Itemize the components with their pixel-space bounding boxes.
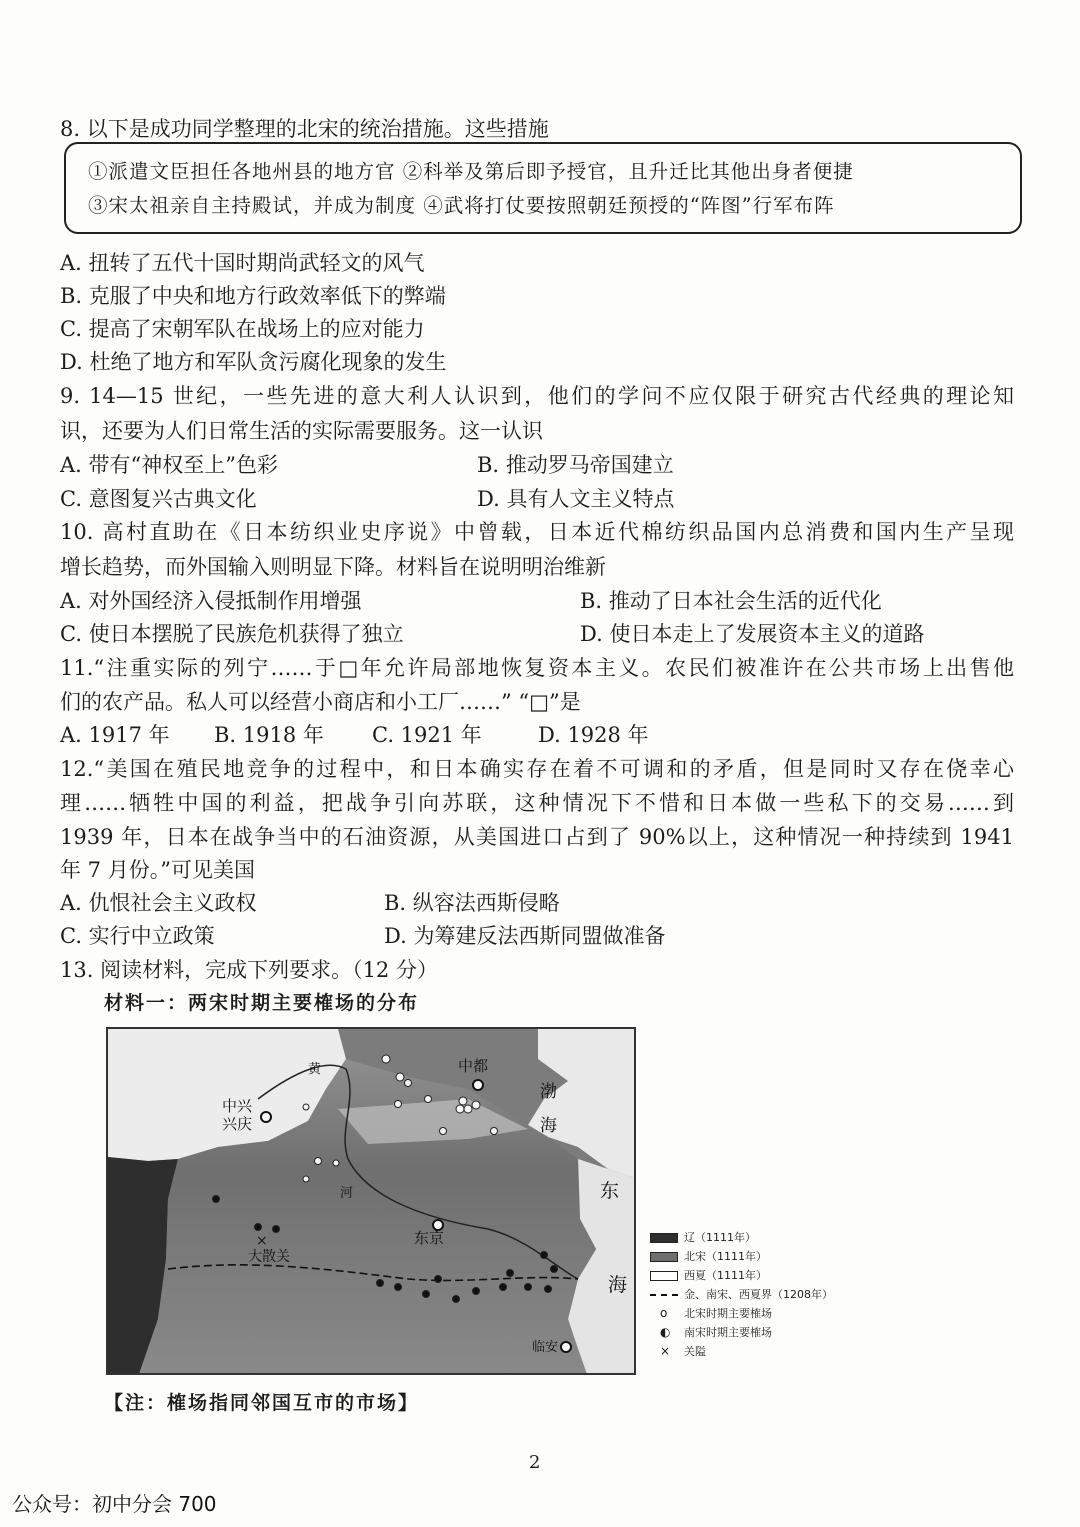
q11-option-b: B. 1918 年 xyxy=(214,723,324,747)
map-legend xyxy=(650,1228,833,1361)
q12-option-c: C. 实行中立政策 xyxy=(60,924,215,948)
label-xingqing: 兴庆 xyxy=(222,1115,253,1133)
q10-stem-line-1: 10. 高村直助在《日本纺织业史序说》中曾载，日本近代棉纺织品国内总消费和国内生产呈现 xyxy=(60,520,1014,544)
label-dongjing: 东京 xyxy=(414,1229,445,1247)
q12-stem-line-3: 1939 年，日本在战争当中的石油资源，从美国进口占到了 90%以上，这种情况一种持续到 1941 xyxy=(60,825,1014,849)
q12-option-b: B. 纵容法西斯侵略 xyxy=(384,891,560,915)
label-zhongxing: 中兴 xyxy=(222,1097,253,1115)
q13-stem: 13. 阅读材料，完成下列要求。（12 分） xyxy=(60,958,438,982)
legend-boundary: 金、南宋、西夏界（1208年） xyxy=(650,1285,833,1304)
q10-option-d: D. 使日本走上了发展资本主义的道路 xyxy=(580,622,925,646)
q10-stem-line-2: 增长趋势，而外国输入则明显下降。材料旨在说明明治维新 xyxy=(60,555,606,579)
pass-mark: × xyxy=(256,1233,268,1249)
q12-stem-line-4: 年 7 月份。”可见美国 xyxy=(60,858,255,882)
legend-liao: 辽（1111年） xyxy=(650,1228,833,1247)
q10-option-a: A. 对外国经济入侵抵制作用增强 xyxy=(60,589,362,613)
label-hai-east: 海 xyxy=(608,1274,628,1296)
q9-stem-line-2: 识，还要为人们日常生活的实际需要服务。这一认识 xyxy=(60,419,543,443)
q8-option-d: D. 杜绝了地方和军队贪污腐化现象的发生 xyxy=(60,350,447,374)
q11-option-c: C. 1921 年 xyxy=(372,723,482,747)
q8-option-a: A. 扭转了五代十国时期尚武轻文的风气 xyxy=(60,251,425,275)
song-dynasty-market-map xyxy=(106,1027,636,1375)
q11-option-d: D. 1928 年 xyxy=(538,723,649,747)
q10-option-b: B. 推动了日本社会生活的近代化 xyxy=(580,589,882,613)
q9-stem-line-1: 9. 14—15 世纪，一些先进的意大利人认识到，他们的学问不应仅限于研究古代经典的理论知 xyxy=(60,384,1014,408)
q8-option-b: B. 克服了中央和地方行政效率低下的弊端 xyxy=(60,284,446,308)
footer-account: 公众号：初中分会 700 xyxy=(12,1492,217,1516)
q13-material-title: 材料一：两宋时期主要榷场的分布 xyxy=(104,992,420,1014)
q11-option-a: A. 1917 年 xyxy=(60,723,170,747)
legend-south-market: ◐ 南宋时期主要榷场 xyxy=(660,1325,772,1339)
q9-option-a: A. 带有“神权至上”色彩 xyxy=(60,453,278,477)
q12-stem-line-1: 12.“美国在殖民地竞争的过程中，和日本确实存在着不可调和的矛盾，但是同时又存在侥幸心 xyxy=(60,757,1014,781)
q9-option-d: D. 具有人文主义特点 xyxy=(477,487,675,511)
page-number: 2 xyxy=(529,1452,541,1473)
map-svg xyxy=(108,1029,636,1375)
label-dong: 东 xyxy=(600,1180,620,1202)
q12-option-a: A. 仇恨社会主义政权 xyxy=(60,891,257,915)
q8-stem: 8. 以下是成功同学整理的北宋的统治措施。这些措施 xyxy=(60,117,549,141)
legend-pass: × 关隘 xyxy=(660,1344,706,1358)
label-hai-north: 海 xyxy=(540,1116,557,1136)
label-zhongdu: 中都 xyxy=(458,1057,489,1075)
label-he: 河 xyxy=(340,1186,354,1201)
label-dasanguan: 大散关 xyxy=(248,1249,290,1265)
q12-stem-line-2: 理……牺牲中国的利益，把战争引向苏联，这种情况下不惜和日本做一些私下的交易……到 xyxy=(60,791,1014,815)
legend-north-song: 北宋（1111年） xyxy=(650,1247,833,1266)
q8-measures-box xyxy=(64,142,1022,234)
q8-box-line-1: ①派遣文臣担任各地州县的地方官 ②科举及第后即予授官，且升迁比其他出身者便捷 xyxy=(88,160,854,183)
q10-option-c: C. 使日本摆脱了民族危机获得了独立 xyxy=(60,622,404,646)
label-linan: 临安 xyxy=(532,1340,559,1355)
q9-option-b: B. 推动罗马帝国建立 xyxy=(477,453,674,477)
q9-option-c: C. 意图复兴古典文化 xyxy=(60,487,257,511)
legend-north-market: o 北宋时期主要榷场 xyxy=(660,1306,772,1320)
q12-option-d: D. 为筹建反法西斯同盟做准备 xyxy=(384,924,666,948)
q11-stem-line-1: 11.“注重实际的列宁……于□年允许局部地恢复资本主义。农民们被准许在公共市场上出售他 xyxy=(60,656,1014,680)
label-bo: 渤 xyxy=(540,1082,557,1102)
legend-xixia: 西夏（1111年） xyxy=(650,1266,833,1285)
q13-note: 【注：榷场指同邻国互市的市场】 xyxy=(104,1392,420,1414)
q8-option-c: C. 提高了宋朝军队在战场上的应对能力 xyxy=(60,317,425,341)
q11-stem-line-2: 们的农产品。私人可以经营小商店和小工厂……” “□”是 xyxy=(60,690,581,714)
q8-box-line-2: ③宋太祖亲自主持殿试，并成为制度 ④武将打仗要按照朝廷预授的“阵图”行军布阵 xyxy=(88,194,835,217)
label-huang: 黄 xyxy=(308,1062,322,1077)
